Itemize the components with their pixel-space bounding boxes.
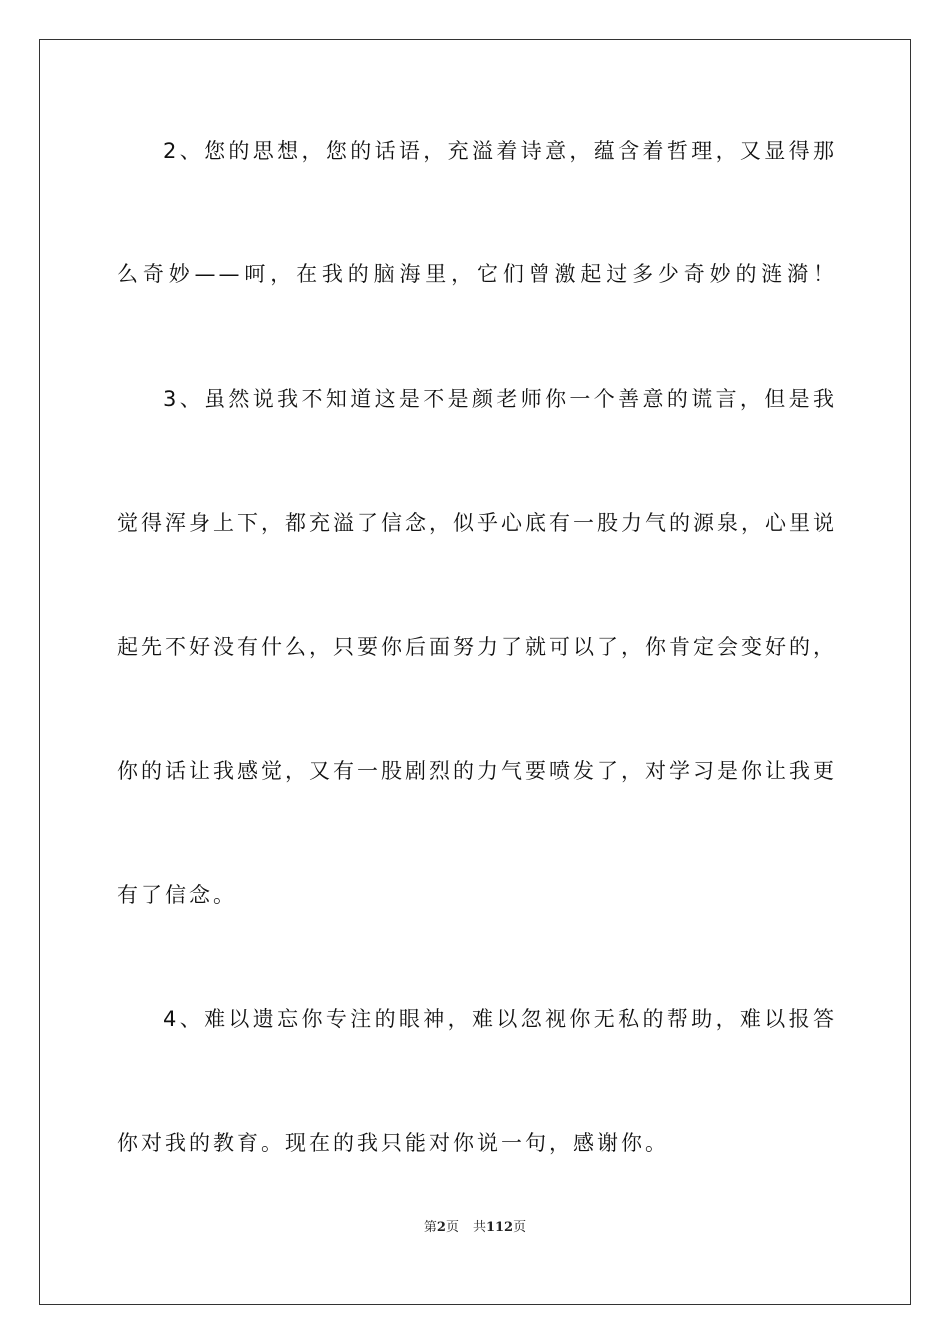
paragraph-4-line-2: 你对我的教育。现在的我只能对你说一句，感谢你。: [117, 1131, 669, 1155]
paragraph-3-line-1: 3、虽然说我不知道这是不是颜老师你一个善意的谎言，但是我: [163, 387, 837, 411]
page-footer: [0, 1218, 950, 1238]
page-border: [39, 39, 911, 1305]
footer-total-pages: 112: [485, 1220, 514, 1235]
paragraph-3-line-4: 你的话让我感觉，又有一股剧烈的力气要喷发了，对学习是你让我更: [117, 759, 837, 783]
footer-total-suffix: 页: [513, 1220, 527, 1235]
paragraph-3-line-2: 觉得浑身上下，都充溢了信念，似乎心底有一股力气的源泉，心里说: [117, 511, 837, 535]
footer-total-prefix: 共: [472, 1220, 486, 1235]
paragraph-2-line-1: 2、您的思想，您的话语，充溢着诗意，蕴含着哲理，又显得那: [163, 139, 837, 163]
paragraph-3-line-3: 起先不好没有什么，只要你后面努力了就可以了，你肯定会变好的，: [117, 635, 837, 659]
footer-page-prefix: 第: [423, 1220, 437, 1235]
footer-page-suffix: 页: [445, 1220, 459, 1235]
paragraph-4-line-1: 4、难以遗忘你专注的眼神，难以忽视你无私的帮助，难以报答: [163, 1007, 837, 1031]
paragraph-3-line-5: 有了信念。: [117, 883, 237, 907]
footer-page-number: 2: [436, 1220, 446, 1235]
paragraph-2-line-2: 么奇妙——呵，在我的脑海里，它们曾激起过多少奇妙的涟漪！: [117, 262, 837, 286]
